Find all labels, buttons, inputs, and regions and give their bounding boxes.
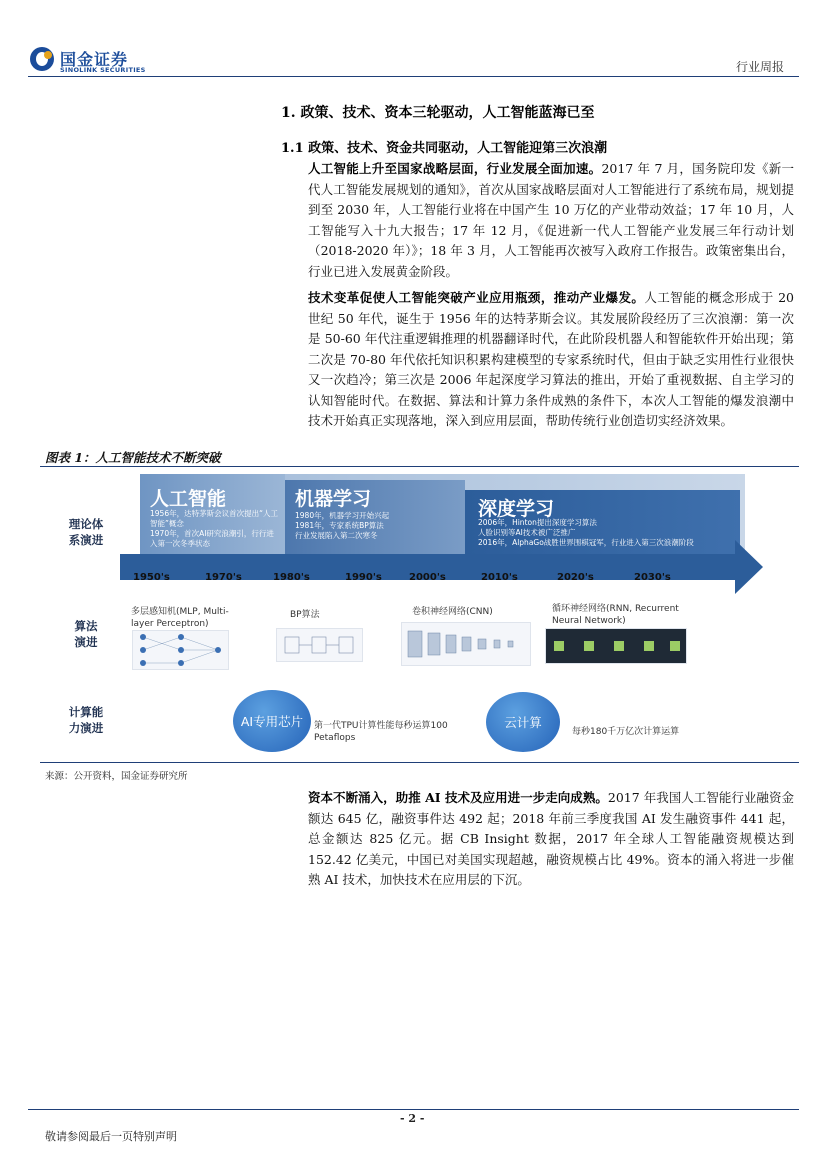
timeline-arrow-icon <box>735 540 763 594</box>
band-ai-text: 1956年，达特茅斯会议首次提出“人工智能”概念 1970年，首次AI研究浪潮引，行行进入第一次冬季状态 <box>150 509 278 548</box>
band-dl-text: 2006年，Hinton提出深度学习算法 人脸识别等AI技术被广泛推广 2016年，AlphaGo战胜世界围棋冠军，行业进入第三次浪潮阶段 <box>478 518 694 547</box>
oval-cloud: 云计算 <box>486 692 560 752</box>
band-ml-title: 机器学习 <box>295 488 372 510</box>
paragraph-lead: 人工智能上升至国家战略层面，行业发展全面加速。 <box>308 161 602 176</box>
tick-label: 1970's <box>205 572 242 583</box>
subsection-heading: 1.1 政策、技术、资金共同驱动，人工智能迎第三次浪潮 <box>281 141 608 156</box>
figure-title: 图表 1：人工智能技术不断突破 <box>45 450 221 465</box>
tick-label: 2000's <box>409 572 446 583</box>
tick-label: 1950's <box>133 572 170 583</box>
band-ai-title: 人工智能 <box>150 488 227 510</box>
footer-divider <box>28 1109 799 1110</box>
tick-label: 2010's <box>481 572 518 583</box>
logo-icon <box>30 47 54 71</box>
paragraph-body: 2017 年 7 月，国务院印发《新一代人工智能发展规划的通知》，首次从国家战略层面对人工智能进行了系统布局，规划提到至 2030 年，人工智能行业将在中国产生 10 万亿的产业带动效益；17 年 10 月，人工智能写入十九大报告；17 年 12 月，《促进新一代人工智能产业发展三年行动计划（2018-2020 年）》；18 年 3 月，人工智能再次被写入政府工作报告。政策密集出台，行业已进入发展黄金阶段。 <box>308 161 794 279</box>
tick-label: 2020's <box>557 572 594 583</box>
row-label-compute: 计算能 力演进 <box>68 705 104 735</box>
report-type: 行业周报 <box>736 60 785 74</box>
section-heading: 1. 政策、技术、资本三轮驱动，人工智能蓝海已至 <box>281 105 595 121</box>
paragraph-body: 人工智能的概念形成于 20 世纪 50 年代，诞生于 1956 年的达特茅斯会议。其发展阶段经历了三次浪潮：第一次是 50-60 年代注重逻辑推理的机器翻译时代，在此阶段机器人和智能软件开始出现；第二次是 70-80 年代依托知识积累构建模型的专家系统时代，但由于缺乏实用性行业很快又一次趋冷；第三次是 2006 年起深度学习算法的推出，开始了重视数据、自主学习的认知智能时代。在数据、算法和计算力条件成熟的条件下，本次人工智能的爆发浪潮中技术开始真正实现落地，深入到应用层面，帮助传统行业创造切实经济效果。 <box>308 290 794 428</box>
algo-caption-bp: BP算法 <box>290 610 320 620</box>
row-label-theory: 理论体 系演进 <box>68 517 104 547</box>
ai-chip-text: 第一代TPU计算性能每秒运算100 Petaflops <box>314 721 448 743</box>
oval-ai-chip: AI专用芯片 <box>233 690 311 752</box>
tick-label: 1980's <box>273 572 310 583</box>
cloud-text: 每秒180千万亿次计算运算 <box>572 727 680 737</box>
tick-label: 2030's <box>634 572 671 583</box>
figure-bottom-divider <box>40 762 799 763</box>
bp-diagram <box>276 628 363 662</box>
band-ml-text: 1980年，机器学习开始兴起 1981年，专家系统BP算法 行业发展陷入第二次寒冬 <box>295 511 390 540</box>
paragraph-technology <box>308 288 794 432</box>
paragraph-capital <box>308 788 794 891</box>
cnn-diagram <box>401 622 531 666</box>
figure-source: 来源：公开资料，国金证券研究所 <box>45 771 188 782</box>
logo-english-text: SINOLINK SECURITIES <box>60 66 146 74</box>
paragraph-lead: 资本不断涌入，助推 AI 技术及应用进一步走向成熟。 <box>308 790 608 805</box>
row-label-algorithm: 算法 演进 <box>74 619 98 649</box>
mlp-diagram <box>132 630 229 670</box>
paragraph-lead: 技术变革促使人工智能突破产业应用瓶颈，推动产业爆发。 <box>308 290 645 305</box>
paragraph-policy <box>308 159 794 282</box>
header-divider <box>28 76 799 77</box>
page-number: - 2 - <box>400 1112 425 1125</box>
band-dl-title: 深度学习 <box>478 498 555 520</box>
paragraph-body: 2017 年我国人工智能行业融资金额达 645 亿，融资事件达 492 起；2018 年前三季度我国 AI 发生融资事件 441 起，总金额达 825 亿元。据 CB Insight 数据，2017 年全球人工智能融资规模达到 152.42 亿美元，中国已对美国实现超越，融资规模占比 49%。资本的涌入将进一步催熟 AI 技术，加快技术在应用层的下沉。 <box>308 790 794 887</box>
logo-text: 国金证券 <box>60 50 129 69</box>
algo-caption-rnn: 循环神经网络(RNN, Recurrent Neural Network) <box>552 604 679 626</box>
footer-disclaimer: 敬请参阅最后一页特别声明 <box>45 1130 177 1143</box>
figure-top-divider <box>40 466 799 467</box>
tick-label: 1990's <box>345 572 382 583</box>
algo-caption-cnn: 卷积神经网络(CNN) <box>412 607 493 617</box>
rnn-diagram <box>545 628 687 664</box>
algo-caption-mlp: 多层感知机(MLP, Multi-layer Perceptron) <box>131 607 229 629</box>
